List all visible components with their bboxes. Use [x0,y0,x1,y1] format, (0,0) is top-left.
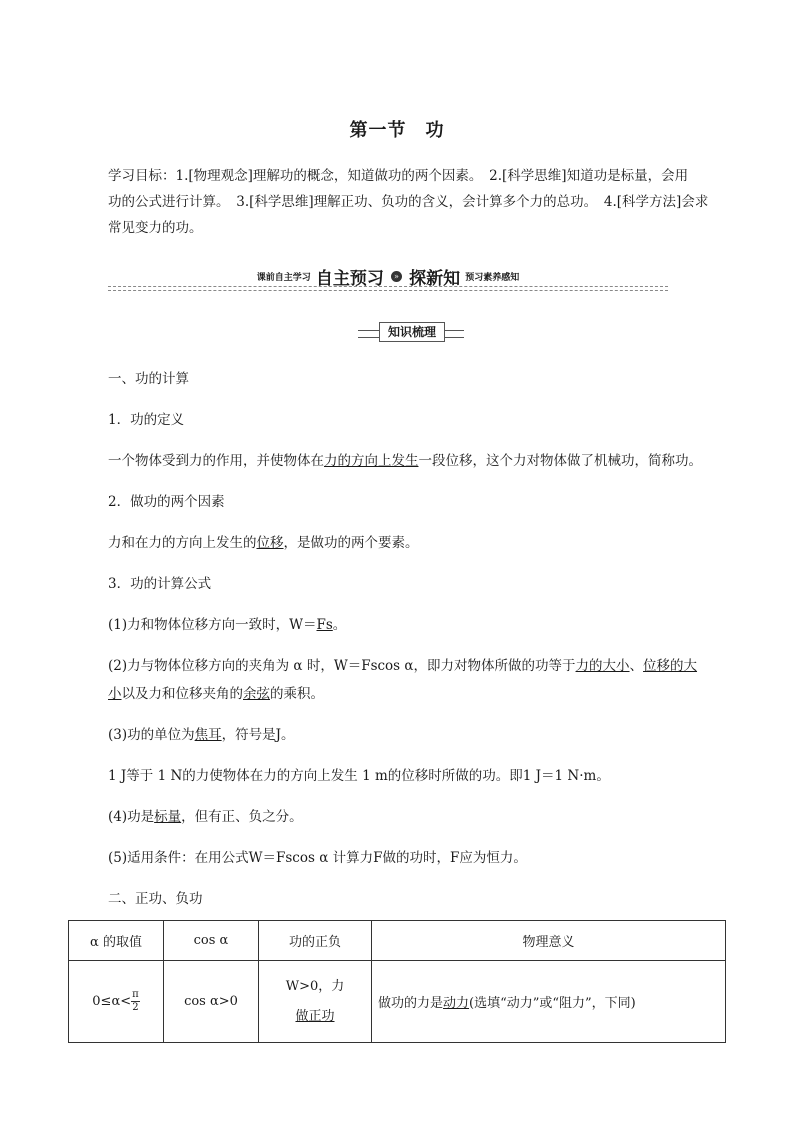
text: (1)力和物体位移方向一致时，W＝ [108,617,317,633]
text: 的乘积。 [270,686,324,702]
fraction [131,989,140,1014]
blank-answer: 做正功 [295,1008,335,1024]
text: (选填“动力”或“阻力”，下同) [469,996,636,1011]
blank-answer: 动力 [443,996,470,1011]
table-cell-range [69,961,164,1043]
text: 做功的力是 [378,996,444,1011]
table-cell-meaning [372,961,726,1043]
text: ，符号是J。 [221,727,295,743]
table-header: 功的正负 [259,921,372,961]
heading-1: 一、功的计算 [108,371,189,387]
blank-answer: 焦耳 [194,727,222,743]
blank-answer: 位移的大 [643,658,698,674]
subheading: 3．功的计算公式 [108,576,212,592]
banner-title-right: 探新知 [409,269,461,289]
table-header: 物理意义 [372,921,726,961]
work-sign-table [68,920,726,1043]
banner-right-caption: 预习素养感知 [465,273,520,283]
banner-divider [108,286,668,291]
text: 。 [332,617,347,633]
blank-answer: Fs [316,617,333,633]
blank-answer: 余弦 [243,686,270,702]
objectives-line: 功的公式进行计算。 3.[科学思维]理解正功、负功的含义，会计算多个力的总功。 4.[科学方法]会求 [108,194,709,210]
text: (3)功的单位为 [108,727,195,743]
blank-answer: 位移 [256,535,284,551]
blank-answer: 力的大小 [575,658,630,674]
fraction-denominator: 2 [132,1002,139,1013]
page-title: 第一节 功 [349,120,445,141]
section-banner [108,264,668,290]
subheading: 2．做功的两个因素 [108,494,225,510]
fraction-numerator: π [132,989,139,1000]
text: 力和在力的方向上发生的 [108,535,257,551]
banner-left-caption: 课前自主学习 [256,273,311,283]
badge-label: 知识梳理 [379,322,445,342]
text: 一个物体受到力的作用，并使物体在 [108,453,324,469]
paragraph [108,721,724,749]
text: 一段位移，这个力对物体做了机械功，简称功。 [418,453,702,469]
table-row [69,961,726,1043]
learning-objectives [108,163,720,241]
text: 以及力和位移夹角的 [121,686,243,702]
text: (2)力与物体位移方向的夹角为 α 时，W＝Fscos α，即力对物体所做的功等于 [108,658,576,674]
table-header-row [69,921,726,961]
table-header: cos α [164,921,259,961]
objectives-line: 常见变力的功。 [108,220,203,236]
text: ，是做功的两个要素。 [283,535,419,551]
table-cell-sign [259,961,372,1043]
text: 、 [629,658,644,674]
paragraph [108,803,724,831]
blank-answer: 小 [108,686,122,702]
table-cell-cos: cos α>0 [164,961,259,1043]
paragraph [108,529,724,557]
paragraph [108,611,724,639]
text: (4)功是 [108,809,155,825]
banner-title-left: 自主预习 [315,269,384,289]
table-header: α 的取值 [69,921,164,961]
paragraph: 1 J等于 1 N的力使物体在力的方向上发生 1 m的位移时所做的功。即1 J＝1 N·m。 [108,768,610,784]
objectives-line: 学习目标：1.[物理观念]理解功的概念，知道做功的两个因素。 2.[科学思维]知道功是标量，会用 [108,168,689,184]
paragraph [108,447,724,475]
knowledge-badge [358,322,464,340]
main-content [108,365,724,913]
text: ，但有正、负之分。 [181,809,303,825]
heading-2: 二、正功、负功 [108,891,203,907]
paragraph [108,652,724,708]
paragraph: (5)适用条件：在用公式W＝Fscos α 计算力F做的功时，F应为恒力。 [108,850,527,866]
blank-answer: 标量 [154,809,182,825]
text: W>0，力 [285,978,345,994]
blank-answer: 力的方向上发生 [324,453,419,469]
double-chevron-icon: » [391,271,402,282]
text: 0≤α< [92,994,132,1009]
subheading: 1．功的定义 [108,412,185,428]
